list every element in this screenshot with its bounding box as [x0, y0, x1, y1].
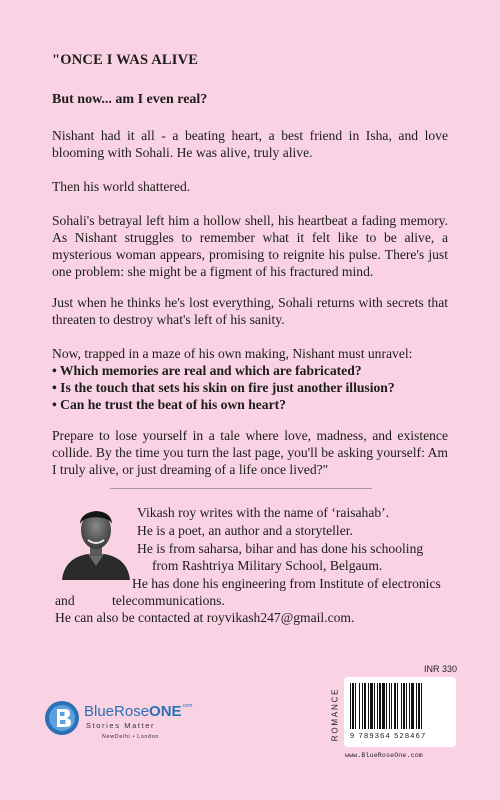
- barcode-bar: [362, 683, 363, 729]
- barcode-bar: [374, 683, 375, 729]
- publisher-name-one: ONE: [149, 703, 182, 720]
- title: "ONCE I WAS ALIVE: [52, 52, 199, 68]
- bullet-item: • Can he trust the beat of his own heart?: [52, 397, 286, 412]
- barcode-bar: [416, 683, 417, 729]
- barcode: [348, 683, 452, 729]
- barcode-bar: [406, 683, 407, 729]
- barcode-bar: [418, 683, 420, 729]
- divider: [110, 488, 372, 489]
- barcode-bar: [377, 683, 378, 729]
- publisher-domain: .com: [181, 703, 193, 709]
- bio-line: He is a poet, an author and a storyteller.: [137, 523, 353, 538]
- paragraph-2: Then his world shattered.: [52, 179, 191, 194]
- barcode-bar: [409, 683, 410, 729]
- bio-line: from Rashtriya Military School, Belgaum.: [152, 558, 383, 573]
- publisher-name: BlueRose: [84, 703, 150, 720]
- barcode-bar: [391, 683, 392, 729]
- paragraph-1: Nishant had it all - a beating heart, a best friend in Isha, and love blooming with Sohali. He was alive, truly alive.: [52, 128, 448, 160]
- bio-line: Vikash roy writes with the name of ‘raisahab’.: [137, 505, 390, 520]
- barcode-bar: [401, 683, 402, 729]
- paragraph-5: Now, trapped in a maze of his own making, Nishant must unravel:: [52, 346, 413, 361]
- barcode-bar: [421, 683, 422, 729]
- isbn-digits: 9 789364 528467: [350, 731, 427, 740]
- bullet-list: [52, 362, 448, 413]
- bio-line: and: [55, 593, 75, 608]
- paragraph-6: Prepare to lose yourself in a tale where love, madness, and existence collide. By the time you turn the last page, you'll be asking yourself: Am I truly alive, or just dreaming of a life once lived?": [52, 428, 448, 477]
- paragraph-4: Just when he thinks he's lost everything, Sohali returns with secrets that threaten to destroy what's left of his sanity.: [52, 295, 448, 327]
- publisher-locations: NewDelhi • London: [102, 734, 160, 740]
- barcode-bar: [368, 683, 369, 729]
- barcode-box: [344, 677, 456, 747]
- genre-text: ROMANCE: [330, 687, 340, 742]
- barcode-bar: [370, 683, 373, 729]
- barcode-bar: [364, 683, 366, 729]
- barcode-bar: [379, 683, 381, 729]
- author-photo: [60, 500, 132, 580]
- price-label: INR 330: [424, 664, 458, 674]
- barcode-bar: [389, 683, 390, 729]
- barcode-bar: [397, 683, 398, 729]
- bio-line: He has done his engineering from Institute of electronics: [132, 576, 441, 591]
- barcode-bar: [411, 683, 414, 729]
- bio-line: He can also be contacted at royvikash247@gmail.com.: [55, 610, 355, 625]
- bullet-item: • Which memories are real and which are fabricated?: [52, 363, 362, 378]
- bio-line: He is from saharsa, bihar and has done his schooling: [137, 541, 424, 556]
- website: www.BlueRoseOne.com: [345, 752, 423, 759]
- bio-line: telecommunications.: [112, 593, 225, 608]
- barcode-bar: [355, 683, 356, 729]
- barcode-bar: [386, 683, 387, 729]
- barcode-bar: [382, 683, 385, 729]
- bullet-item: • Is the touch that sets his skin on fire just another illusion?: [52, 380, 395, 395]
- barcode-bar: [350, 683, 351, 729]
- publisher-tagline: Stories Matter: [86, 721, 156, 730]
- paragraph-3: Sohali's betrayal left him a hollow shell, his heartbeat a fading memory. As Nishant struggles to remember what it felt like to be alive, a mysterious woman appears, promising to reignite his pulse. There's just one problem: she might be a figment of his fractured mind.: [52, 213, 448, 279]
- subtitle: But now... am I even real?: [52, 92, 208, 107]
- barcode-bar: [394, 683, 396, 729]
- bluerose-logo-icon: [44, 700, 80, 736]
- barcode-bar: [359, 683, 360, 729]
- barcode-bar: [403, 683, 405, 729]
- barcode-bar: [352, 683, 354, 729]
